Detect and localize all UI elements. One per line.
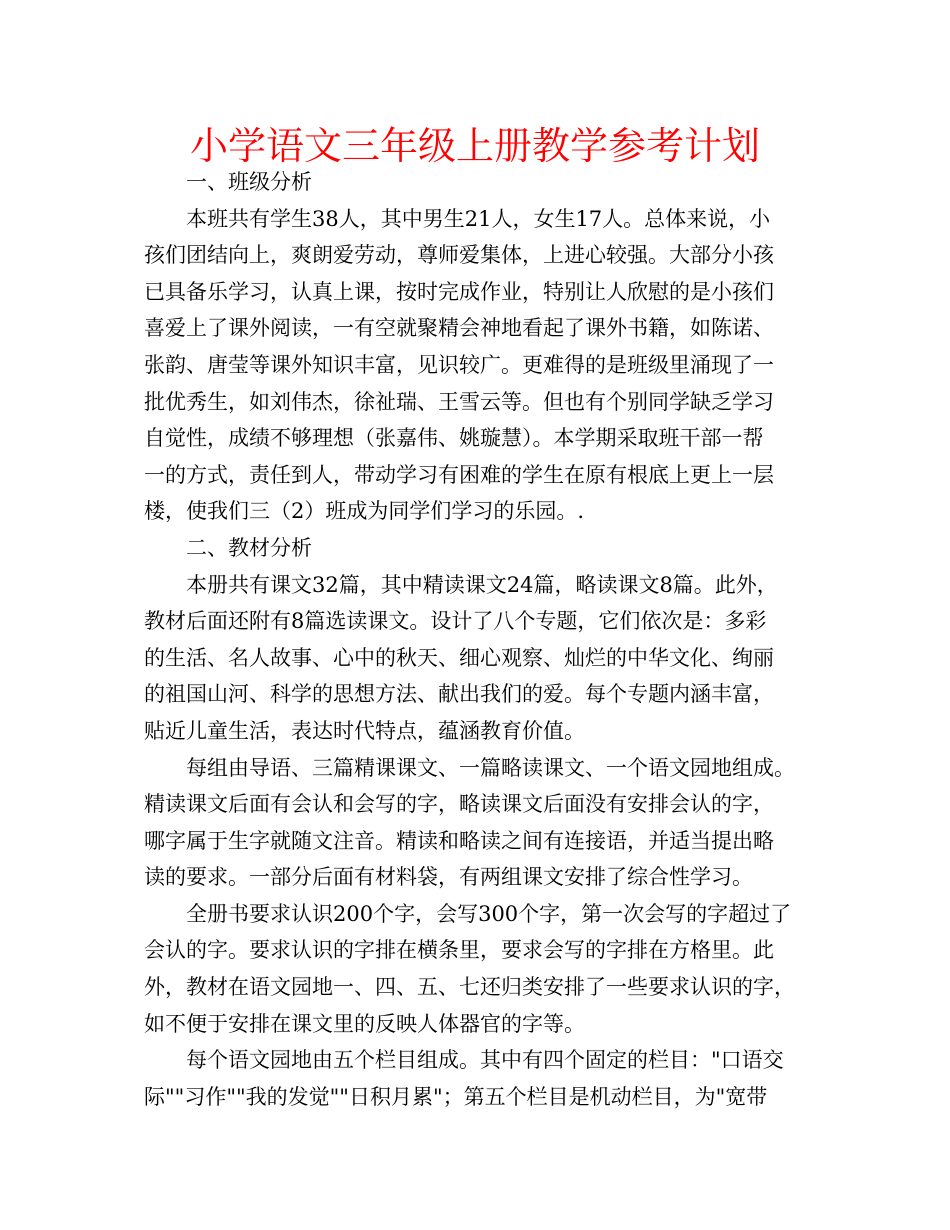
- text-line: 际""习作""我的发觉""日积月累"；第五个栏目是机动栏目，为"宽带: [144, 1084, 768, 1109]
- text-line: 张韵、唐莹等课外知识丰富，见识较广。更难得的是班级里涌现了一: [144, 352, 774, 377]
- text-line: 一、班级分析: [186, 170, 312, 194]
- text-line: 批优秀生，如刘伟杰，徐祉瑞、王雪云等。但也有个别同学缺乏学习: [144, 389, 774, 414]
- text-line: 贴近儿童生活，表达时代特点，蕴涵教育价值。: [144, 718, 585, 743]
- text-line: 全册书要求认识200个字，会写300个字，第一次会写的字超过了: [186, 901, 792, 926]
- document-title: 小学语文三年级上册教学参考计划: [189, 124, 760, 168]
- text-line: 每组由导语、三篇精课课文、一篇略读课文、一个语文园地组成。: [186, 755, 795, 780]
- text-line: 读的要求。一部分后面有材料袋，有两组课文安排了综合性学习。: [144, 865, 753, 890]
- text-line: 喜爱上了课外阅读，一有空就聚精会神地看起了课外书籍，如陈诺、: [144, 316, 774, 341]
- text-line: 孩们团结向上，爽朗爱劳动，尊师爱集体，上进心较强。大部分小孩: [144, 243, 774, 268]
- text-line: 每个语文园地由五个栏目组成。其中有四个固定的栏目："口语交: [186, 1048, 784, 1073]
- text-line: 哪字属于生字就随文注音。精读和略读之间有连接语，并适当提出略: [144, 828, 774, 853]
- text-line: 二、教材分析: [186, 535, 312, 560]
- text-line: 一的方式，责任到人，带动学习有困难的学生在原有根底上更上一层: [144, 462, 774, 487]
- text-line: 如不便于安排在课文里的反映人体器官的字等。: [144, 1011, 585, 1036]
- text-line: 本册共有课文32篇，其中精读课文24篇，略读课文8篇。此外，: [186, 572, 778, 597]
- text-line: 已具备乐学习，认真上课，按时完成作业，特别让人欣慰的是小孩们: [144, 279, 774, 304]
- text-line: 会认的字。要求认识的字排在横条里，要求会写的字排在方格里。此: [144, 938, 774, 963]
- text-line: 教材后面还附有8篇选读课文。设计了八个专题，它们依次是：多彩: [144, 609, 767, 634]
- text-line: 的生活、名人故事、心中的秋天、细心观察、灿烂的中华文化、绚丽: [144, 645, 774, 670]
- text-line: 外，教材在语文园地一、四、五、七还归类安排了一些要求认识的字，: [144, 975, 795, 1000]
- text-line: 楼，使我们三（2）班成为同学们学习的乐园。.: [144, 499, 585, 524]
- document-body: [144, 164, 814, 1115]
- text-line: 自觉性，成绩不够理想（张嘉伟、姚璇慧）。本学期采取班干部一帮: [144, 426, 764, 451]
- text-line: 精读课文后面有会认和会写的字，略读课文后面没有安排会认的字，: [144, 792, 774, 817]
- text-line: 本班共有学生38人，其中男生21人，女生17人。总体来说，小: [186, 206, 771, 231]
- text-line: 的祖国山河、科学的思想方法、献出我们的爱。每个专题内涵丰富，: [144, 682, 774, 707]
